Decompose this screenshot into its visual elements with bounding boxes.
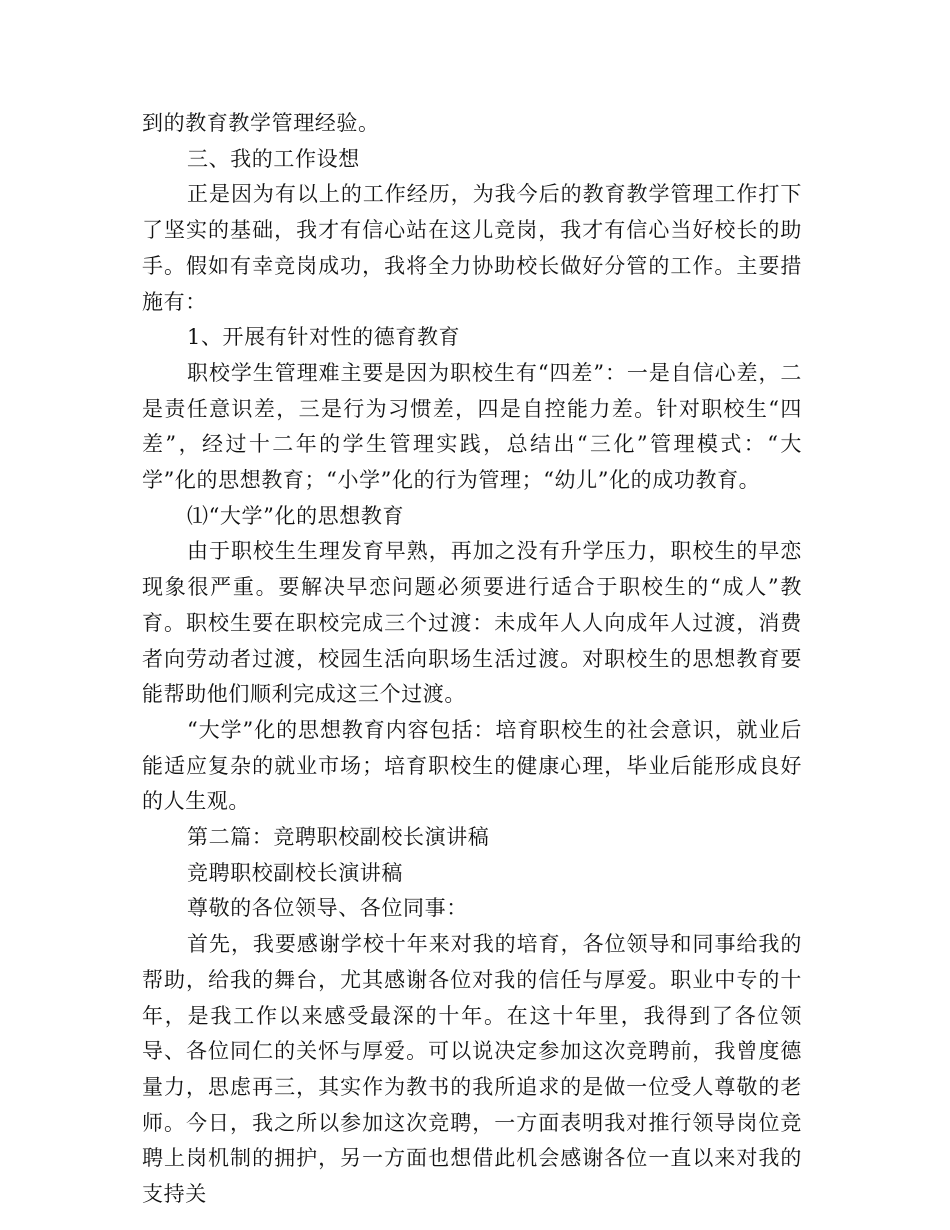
subheading-moral-education: 1、开展有针对性的德育教育 [187,325,461,350]
paragraph-intro-measures: 正是因为有以上的工作经历，为我今后的教育教学管理工作打下了坚实的基础，我才有信心站在这儿竞岗，我才有信心当好校长的助手。假如有幸竞岗成功，我将全力协助校长做好分管的工作。主要措施有： [142,182,802,314]
speech-title: 竞聘职校副校长演讲稿 [187,860,403,885]
chapter-title-second: 第二篇：竞聘职校副校长演讲稿 [187,825,490,850]
paragraph-thanks: 首先，我要感谢学校十年来对我的培育，各位领导和同事给我的帮助，给我的舞台，尤其感谢各位对我的信任与厚爱。职业中专的十年，是我工作以来感受最深的十年。在这十年里，我得到了各位领导、各位同仁的关怀与厚爱。可以说决定参加这次竞聘前，我曾度德量力，思虑再三，其实作为教书的我所追求的是做一位受人尊敬的老师。今日，我之所以参加这次竞聘，一方面表明我对推行领导岗位竞聘上岗机制的拥护，另一方面也想借此机会感谢各位一直以来对我的支持关 [142,932,802,1207]
paragraph-early-love: 由于职校生生理发育早熟，再加之没有升学压力，职校生的早恋现象很严重。要解决早恋问题必须要进行适合于职校生的“成人”教育。职校生要在职校完成三个过渡：未成年人人向成年人过渡，消费者向劳动者过渡，校园生活向职场生活过渡。对职校生的思想教育要能帮助他们顺利完成这三个过渡。 [142,539,802,707]
subheading-university-style: ⑴“大学”化的思想教育 [187,503,405,528]
paragraph-education-content: “大学”化的思想教育内容包括：培育职校生的社会意识，就业后能适应复杂的就业市场；培育职校生的健康心理，毕业后能形成良好的人生观。 [142,717,802,814]
salutation: 尊敬的各位领导、各位同事： [187,896,468,921]
paragraph-continuation: 到的教育教学管理经验。 [142,111,380,135]
document-body [142,106,802,1213]
paragraph-four-deficits: 职校学生管理难主要是因为职校生有“四差”：一是自信心差，二是责任意识差，三是行为习惯差，四是自控能力差。针对职校生“四差”，经过十二年的学生管理实践，总结出“三化”管理模式：“大学”化的思想教育；“小学”化的行为管理；“幼儿”化的成功教育。 [142,360,802,493]
section-heading-work-plan: 三、我的工作设想 [187,146,360,171]
